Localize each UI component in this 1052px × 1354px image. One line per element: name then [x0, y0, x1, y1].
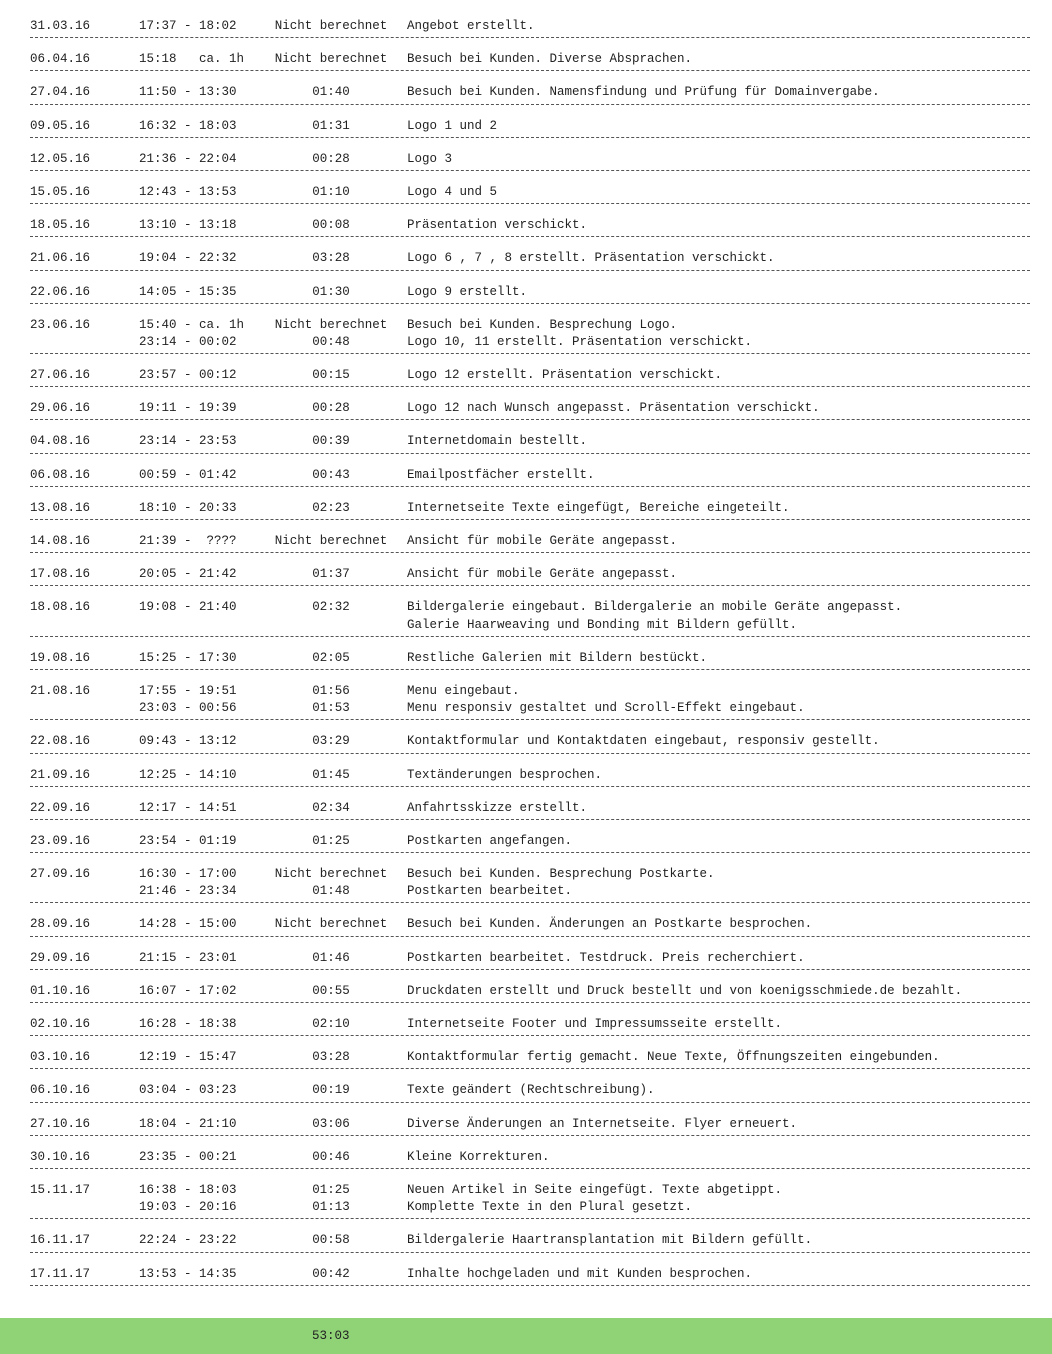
total-bar — [0, 1318, 1052, 1354]
dashed-separator — [30, 1168, 1030, 1169]
log-line — [30, 1266, 1030, 1283]
entry-description: Postkarten bearbeitet. — [407, 884, 573, 899]
dashed-separator — [30, 552, 1030, 553]
entry-time: 12:43 - 13:53 — [139, 184, 237, 199]
total-duration: 53:03 — [312, 1329, 350, 1343]
log-entry — [30, 1231, 1030, 1252]
entry-date: 18.08.16 — [30, 600, 91, 615]
entry-duration: 01:25 — [312, 1182, 350, 1197]
entry-time: 18:04 - 21:10 — [139, 1116, 237, 1131]
log-entry — [30, 982, 1030, 1003]
entry-date: 06.04.16 — [30, 52, 91, 67]
log-line — [30, 1232, 1030, 1249]
entry-time: 21:46 - 23:34 — [139, 884, 237, 899]
entry-time: 23:54 - 01:19 — [139, 833, 237, 848]
entry-duration: 00:15 — [312, 368, 350, 383]
entry-time: 18:10 - 20:33 — [139, 500, 237, 515]
log-entry — [30, 915, 1030, 936]
dashed-separator — [30, 669, 1030, 670]
entry-duration: 01:31 — [312, 118, 350, 133]
entry-time: 23:14 - 23:53 — [139, 434, 237, 449]
entry-description: Texte geändert (Rechtschreibung). — [407, 1083, 655, 1098]
log-entry — [30, 366, 1030, 387]
dashed-separator — [30, 419, 1030, 420]
log-line — [30, 367, 1030, 384]
entry-date: 06.08.16 — [30, 467, 91, 482]
entry-time: 03:04 - 03:23 — [139, 1083, 237, 1098]
log-entry — [30, 466, 1030, 487]
log-entry — [30, 865, 1030, 903]
log-line — [30, 500, 1030, 517]
entry-description: Restliche Galerien mit Bildern bestückt. — [407, 650, 708, 665]
log-entry — [30, 532, 1030, 553]
dashed-separator — [30, 819, 1030, 820]
log-entry — [30, 150, 1030, 171]
log-entry — [30, 249, 1030, 270]
entry-description: Präsentation verschickt. — [407, 218, 588, 233]
entry-time: 19:04 - 22:32 — [139, 251, 237, 266]
entry-time: 12:17 - 14:51 — [139, 800, 237, 815]
dashed-separator — [30, 852, 1030, 853]
entry-duration: 01:56 — [312, 683, 350, 698]
log-line — [30, 733, 1030, 750]
entry-date: 22.08.16 — [30, 734, 91, 749]
entry-description: Besuch bei Kunden. Besprechung Logo. — [407, 317, 678, 332]
entry-duration: 01:45 — [312, 767, 350, 782]
time-log — [30, 17, 1030, 1298]
entry-date: 15.11.17 — [30, 1182, 91, 1197]
entry-date: 29.06.16 — [30, 401, 91, 416]
log-entry — [30, 432, 1030, 453]
entry-duration: Nicht berechnet — [274, 317, 388, 332]
entry-time: 17:37 - 18:02 — [139, 19, 237, 33]
entry-date: 27.09.16 — [30, 867, 91, 882]
entry-duration: 00:28 — [312, 151, 350, 166]
dashed-separator — [30, 1135, 1030, 1136]
log-entry — [30, 682, 1030, 720]
entry-duration: 01:10 — [312, 184, 350, 199]
log-line — [30, 650, 1030, 667]
log-line — [30, 433, 1030, 450]
entry-description: Postkarten angefangen. — [407, 833, 573, 848]
entry-duration: Nicht berechnet — [274, 867, 388, 882]
log-line — [30, 800, 1030, 817]
entry-time: 15:18 ca. 1h — [139, 52, 245, 67]
entry-date: 12.05.16 — [30, 151, 91, 166]
entry-description: Emailpostfächer erstellt. — [407, 467, 595, 482]
entry-date: 30.10.16 — [30, 1149, 91, 1164]
log-entry — [30, 499, 1030, 520]
log-line — [30, 533, 1030, 550]
entry-date: 06.10.16 — [30, 1083, 91, 1098]
log-entry — [30, 316, 1030, 354]
entry-duration: 00:46 — [312, 1149, 350, 1164]
log-entry — [30, 117, 1030, 138]
dashed-separator — [30, 786, 1030, 787]
log-line — [30, 217, 1030, 234]
dashed-separator — [30, 303, 1030, 304]
entry-date: 01.10.16 — [30, 983, 91, 998]
entry-description: Kleine Korrekturen. — [407, 1149, 550, 1164]
entry-date: 14.08.16 — [30, 534, 91, 548]
entry-duration: 03:28 — [312, 251, 350, 266]
entry-date: 19.08.16 — [30, 650, 91, 665]
entry-date: 16.11.17 — [30, 1233, 91, 1248]
entry-description: Logo 12 erstellt. Präsentation verschickt. — [407, 368, 723, 383]
log-entry — [30, 766, 1030, 787]
dashed-separator — [30, 353, 1030, 354]
entry-date: 21.06.16 — [30, 251, 91, 266]
dashed-separator — [30, 636, 1030, 637]
entry-description: Internetseite Texte eingefügt, Bereiche eingeteilt. — [407, 500, 790, 515]
entry-date: 27.04.16 — [30, 85, 91, 100]
log-line — [30, 883, 1030, 900]
entry-description: Ansicht für mobile Geräte angepasst. — [407, 534, 678, 548]
entry-date: 23.06.16 — [30, 317, 91, 332]
log-line — [30, 866, 1030, 883]
entry-time: 13:10 - 13:18 — [139, 218, 237, 233]
entry-description: Postkarten bearbeitet. Testdruck. Preis recherchiert. — [407, 950, 805, 965]
entry-description: Logo 1 und 2 — [407, 118, 498, 133]
entry-date: 04.08.16 — [30, 434, 91, 449]
log-line — [30, 1049, 1030, 1066]
log-entry — [30, 1115, 1030, 1136]
entry-description: Logo 10, 11 erstellt. Präsentation verschickt. — [407, 334, 753, 349]
entry-time: 23:14 - 00:02 — [139, 334, 237, 349]
entry-duration: 01:53 — [312, 701, 350, 716]
entry-description: Logo 3 — [407, 151, 453, 166]
entry-time: 16:07 - 17:02 — [139, 983, 237, 998]
entry-description: Kontaktformular und Kontaktdaten eingebaut, responsiv gestellt. — [407, 734, 880, 749]
log-line — [30, 400, 1030, 417]
entry-time: 16:38 - 18:03 — [139, 1182, 237, 1197]
entry-date: 09.05.16 — [30, 118, 91, 133]
entry-date: 18.05.16 — [30, 218, 91, 233]
entry-duration: Nicht berechnet — [274, 52, 388, 67]
entry-description: Neuen Artikel in Seite eingefügt. Texte abgetippt. — [407, 1182, 783, 1197]
entry-duration: 02:10 — [312, 1017, 350, 1031]
log-entry — [30, 565, 1030, 586]
dashed-separator — [30, 936, 1030, 937]
dashed-separator — [30, 1035, 1030, 1036]
dashed-separator — [30, 104, 1030, 105]
entry-description: Menu eingebaut. — [407, 683, 520, 698]
log-entry — [30, 399, 1030, 420]
entry-description: Galerie Haarweaving und Bonding mit Bildern gefüllt. — [407, 617, 798, 632]
log-line — [30, 151, 1030, 168]
entry-time: 12:19 - 15:47 — [139, 1050, 237, 1065]
entry-description: Besuch bei Kunden. Diverse Absprachen. — [407, 52, 693, 67]
entry-description: Anfahrtsskizze erstellt. — [407, 800, 588, 815]
entry-duration: 01:25 — [312, 833, 350, 848]
entry-description: Bildergalerie Haartransplantation mit Bildern gefüllt. — [407, 1233, 813, 1248]
entry-duration: 02:23 — [312, 500, 350, 515]
entry-time: 16:28 - 18:38 — [139, 1017, 237, 1031]
entry-date: 15.05.16 — [30, 184, 91, 199]
log-entry — [30, 1265, 1030, 1286]
log-entry — [30, 832, 1030, 853]
log-line — [30, 566, 1030, 583]
entry-duration: Nicht berechnet — [274, 917, 388, 932]
log-entry — [30, 649, 1030, 670]
dashed-separator — [30, 70, 1030, 71]
log-line — [30, 700, 1030, 717]
dashed-separator — [30, 386, 1030, 387]
entry-date: 28.09.16 — [30, 917, 91, 932]
log-line — [30, 284, 1030, 301]
entry-date: 13.08.16 — [30, 500, 91, 515]
entry-description: Internetdomain bestellt. — [407, 434, 588, 449]
log-line — [30, 683, 1030, 700]
entry-description: Menu responsiv gestaltet und Scroll-Effekt eingebaut. — [407, 701, 805, 716]
dashed-separator — [30, 753, 1030, 754]
entry-duration: 00:28 — [312, 401, 350, 416]
entry-time: 15:25 - 17:30 — [139, 650, 237, 665]
dashed-separator — [30, 719, 1030, 720]
entry-time: 21:39 - ???? — [139, 534, 237, 548]
log-line — [30, 118, 1030, 135]
dashed-separator — [30, 170, 1030, 171]
log-line — [30, 983, 1030, 1000]
entry-time: 00:59 - 01:42 — [139, 467, 237, 482]
dashed-separator — [30, 203, 1030, 204]
entry-description: Textänderungen besprochen. — [407, 767, 603, 782]
log-line — [30, 767, 1030, 784]
log-line — [30, 1082, 1030, 1099]
entry-time: 14:05 - 15:35 — [139, 284, 237, 299]
entry-date: 21.09.16 — [30, 767, 91, 782]
entry-duration: 03:29 — [312, 734, 350, 749]
dashed-separator — [30, 1252, 1030, 1253]
entry-date: 02.10.16 — [30, 1017, 91, 1031]
log-line — [30, 599, 1030, 616]
entry-description: Kontaktformular fertig gemacht. Neue Texte, Öffnungszeiten eingebunden. — [407, 1050, 940, 1065]
entry-date: 27.10.16 — [30, 1116, 91, 1131]
entry-date: 03.10.16 — [30, 1050, 91, 1065]
dashed-separator — [30, 1102, 1030, 1103]
log-line — [30, 1116, 1030, 1133]
entry-duration: 00:43 — [312, 467, 350, 482]
entry-time: 16:30 - 17:00 — [139, 867, 237, 882]
log-line — [30, 18, 1030, 35]
entry-date: 22.09.16 — [30, 800, 91, 815]
dashed-separator — [30, 37, 1030, 38]
entry-time: 23:35 - 00:21 — [139, 1149, 237, 1164]
log-entry — [30, 216, 1030, 237]
entry-date: 29.09.16 — [30, 950, 91, 965]
dashed-separator — [30, 270, 1030, 271]
entry-description: Internetseite Footer und Impressumsseite erstellt. — [407, 1017, 783, 1031]
dashed-separator — [30, 236, 1030, 237]
entry-date: 22.06.16 — [30, 284, 91, 299]
entry-time: 21:15 - 23:01 — [139, 950, 237, 965]
entry-date: 31.03.16 — [30, 19, 91, 33]
entry-time: 09:43 - 13:12 — [139, 734, 237, 749]
entry-time: 17:55 - 19:51 — [139, 683, 237, 698]
entry-duration: 03:28 — [312, 1050, 350, 1065]
dashed-separator — [30, 969, 1030, 970]
dashed-separator — [30, 519, 1030, 520]
entry-duration: 01:48 — [312, 884, 350, 899]
log-line — [30, 916, 1030, 933]
log-line — [30, 950, 1030, 967]
entry-description: Logo 9 erstellt. — [407, 284, 528, 299]
entry-time: 23:03 - 00:56 — [139, 701, 237, 716]
entry-date: 17.11.17 — [30, 1266, 91, 1281]
entry-time: 16:32 - 18:03 — [139, 118, 237, 133]
entry-description: Logo 6 , 7 , 8 erstellt. Präsentation verschickt. — [407, 251, 775, 266]
log-line — [30, 467, 1030, 484]
entry-duration: 01:13 — [312, 1200, 350, 1215]
entry-duration: Nicht berechnet — [274, 19, 388, 33]
log-line — [30, 51, 1030, 68]
entry-duration: 01:30 — [312, 284, 350, 299]
entry-description: Besuch bei Kunden. Besprechung Postkarte. — [407, 867, 715, 882]
dashed-separator — [30, 1068, 1030, 1069]
log-entry — [30, 50, 1030, 71]
entry-time: 21:36 - 22:04 — [139, 151, 237, 166]
entry-duration: 00:39 — [312, 434, 350, 449]
entry-date: 23.09.16 — [30, 833, 91, 848]
entry-duration: 02:34 — [312, 800, 350, 815]
entry-description: Angebot erstellt. — [407, 19, 535, 33]
entry-duration: 00:58 — [312, 1233, 350, 1248]
log-line — [30, 184, 1030, 201]
log-line — [30, 1182, 1030, 1199]
dashed-separator — [30, 486, 1030, 487]
log-entry — [30, 598, 1030, 636]
entry-duration: 01:40 — [312, 85, 350, 100]
entry-description: Besuch bei Kunden. Namensfindung und Prüfung für Domainvergabe. — [407, 85, 880, 100]
log-entry — [30, 1015, 1030, 1036]
log-line — [30, 833, 1030, 850]
entry-time: 22:24 - 23:22 — [139, 1233, 237, 1248]
entry-time: 19:03 - 20:16 — [139, 1200, 237, 1215]
log-line — [30, 317, 1030, 334]
entry-duration: 01:46 — [312, 950, 350, 965]
entry-time: 20:05 - 21:42 — [139, 567, 237, 582]
entry-date: 21.08.16 — [30, 683, 91, 698]
log-entry — [30, 949, 1030, 970]
entry-duration: 00:48 — [312, 334, 350, 349]
log-line — [30, 1016, 1030, 1033]
entry-duration: Nicht berechnet — [274, 534, 388, 548]
dashed-separator — [30, 585, 1030, 586]
entry-description: Besuch bei Kunden. Änderungen an Postkarte besprochen. — [407, 917, 813, 932]
entry-description: Ansicht für mobile Geräte angepasst. — [407, 567, 678, 582]
entry-time: 11:50 - 13:30 — [139, 85, 237, 100]
entry-description: Inhalte hochgeladen und mit Kunden besprochen. — [407, 1266, 753, 1281]
entry-time: 19:11 - 19:39 — [139, 401, 237, 416]
entry-duration: 02:05 — [312, 650, 350, 665]
log-entry — [30, 1081, 1030, 1102]
log-entry — [30, 83, 1030, 104]
dashed-separator — [30, 1002, 1030, 1003]
log-line — [30, 617, 1030, 634]
entry-description: Komplette Texte in den Plural gesetzt. — [407, 1200, 693, 1215]
dashed-separator — [30, 902, 1030, 903]
log-line — [30, 250, 1030, 267]
log-entry — [30, 1048, 1030, 1069]
dashed-separator — [30, 1285, 1030, 1286]
log-line — [30, 1199, 1030, 1216]
entry-date: 27.06.16 — [30, 368, 91, 383]
log-line — [30, 334, 1030, 351]
entry-date: 17.08.16 — [30, 567, 91, 582]
entry-duration: 00:19 — [312, 1083, 350, 1098]
entry-duration: 00:42 — [312, 1266, 350, 1281]
log-entry — [30, 17, 1030, 38]
dashed-separator — [30, 137, 1030, 138]
entry-duration: 00:55 — [312, 983, 350, 998]
log-entry — [30, 183, 1030, 204]
entry-description: Logo 4 und 5 — [407, 184, 498, 199]
entry-time: 15:40 - ca. 1h — [139, 317, 245, 332]
log-entry — [30, 799, 1030, 820]
entry-duration: 01:37 — [312, 567, 350, 582]
dashed-separator — [30, 453, 1030, 454]
entry-description: Druckdaten erstellt und Druck bestellt und von koenigsschmiede.de bezahlt. — [407, 983, 963, 998]
log-line — [30, 1149, 1030, 1166]
log-line — [30, 84, 1030, 101]
entry-time: 19:08 - 21:40 — [139, 600, 237, 615]
entry-description: Bildergalerie eingebaut. Bildergalerie an mobile Geräte angepasst. — [407, 600, 903, 615]
log-entry — [30, 732, 1030, 753]
entry-time: 12:25 - 14:10 — [139, 767, 237, 782]
entry-description: Logo 12 nach Wunsch angepasst. Präsentation verschickt. — [407, 401, 820, 416]
entry-duration: 03:06 — [312, 1116, 350, 1131]
entry-time: 23:57 - 00:12 — [139, 368, 237, 383]
entry-description: Diverse Änderungen an Internetseite. Flyer erneuert. — [407, 1116, 798, 1131]
entry-duration: 02:32 — [312, 600, 350, 615]
entry-time: 14:28 - 15:00 — [139, 917, 237, 932]
log-entry — [30, 283, 1030, 304]
dashed-separator — [30, 1218, 1030, 1219]
entry-time: 13:53 - 14:35 — [139, 1266, 237, 1281]
log-entry — [30, 1148, 1030, 1169]
entry-duration: 00:08 — [312, 218, 350, 233]
log-entry — [30, 1181, 1030, 1219]
